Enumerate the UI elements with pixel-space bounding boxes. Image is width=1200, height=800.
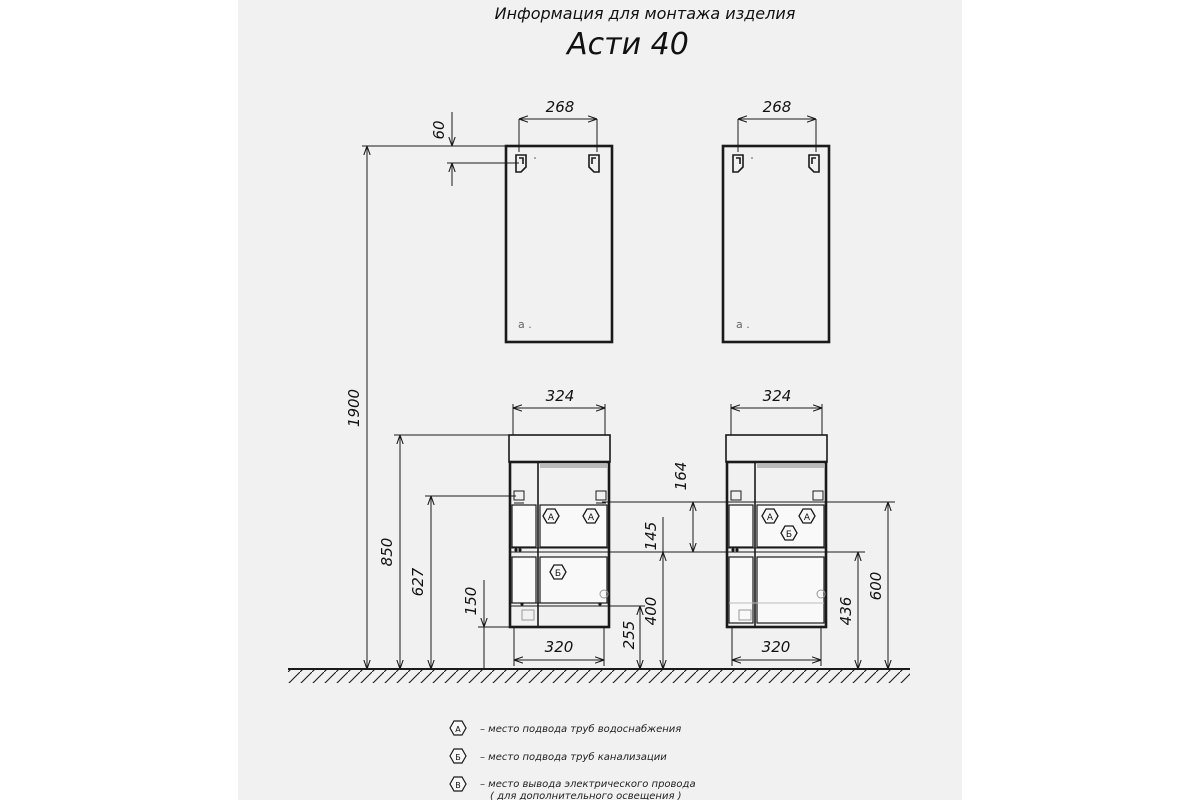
dim-pipe-offset bbox=[642, 517, 663, 552]
dim-324-left: 324 bbox=[545, 387, 575, 405]
marker-sewer-right bbox=[781, 526, 797, 540]
floor-line bbox=[288, 669, 910, 683]
dim-1900: 1900 bbox=[345, 388, 363, 428]
drawing-subtitle: Информация для монтажа изделия bbox=[494, 4, 796, 23]
dim-600: 600 bbox=[867, 571, 885, 601]
dim-drawer-height-left bbox=[409, 496, 516, 669]
legend-item-water bbox=[450, 721, 681, 735]
mirror-cabinet-left bbox=[506, 146, 612, 342]
legend-text-water: – место подвода труб водоснабжения bbox=[480, 724, 682, 735]
dim-mirror-left-width bbox=[519, 98, 597, 152]
legend-text-electric: – место вывода электрического провода bbox=[480, 779, 696, 790]
dim-150: 150 bbox=[462, 586, 480, 616]
dim-145: 145 bbox=[642, 521, 660, 551]
legend-item-sewer bbox=[450, 749, 667, 763]
dim-850: 850 bbox=[378, 537, 396, 567]
dim-bottom-right-width bbox=[732, 627, 821, 666]
marker-water-right-2 bbox=[799, 509, 815, 523]
dim-268-left: 268 bbox=[545, 98, 575, 116]
legend-text-electric-note: ( для дополнительного освещения ) bbox=[490, 791, 682, 800]
svg-text:А: А bbox=[803, 513, 811, 523]
dim-right-inner-height bbox=[837, 552, 858, 669]
dim-324-right: 324 bbox=[762, 387, 792, 405]
dim-320-left: 320 bbox=[544, 638, 574, 656]
dim-268-right: 268 bbox=[762, 98, 792, 116]
dim-sewer-height bbox=[642, 552, 663, 669]
svg-text:a .: a . bbox=[518, 318, 532, 331]
marker-sewer-left bbox=[550, 565, 566, 579]
svg-text:В: В bbox=[455, 781, 461, 790]
marker-water-right-1 bbox=[762, 509, 778, 523]
svg-text:a .: a . bbox=[736, 318, 750, 331]
dim-vanity-height bbox=[378, 435, 509, 669]
mirror-cabinet-right bbox=[723, 146, 829, 342]
dim-shelf-height bbox=[610, 606, 645, 669]
dim-627: 627 bbox=[409, 567, 427, 597]
svg-text:Б: Б bbox=[455, 753, 461, 762]
legend-text-sewer: – место подвода труб канализации bbox=[480, 752, 667, 763]
dim-hook-offset bbox=[362, 112, 519, 186]
marker-water-left-1 bbox=[543, 509, 559, 523]
dim-255: 255 bbox=[620, 620, 638, 650]
vanity-left bbox=[509, 435, 610, 627]
svg-text:А: А bbox=[766, 513, 774, 523]
legend bbox=[450, 721, 696, 800]
dim-60: 60 bbox=[430, 120, 448, 140]
vanity-right bbox=[726, 435, 827, 627]
dim-bottom-left-width bbox=[514, 627, 604, 666]
dim-400: 400 bbox=[642, 596, 660, 626]
dim-164: 164 bbox=[672, 461, 690, 491]
dim-top-left-width bbox=[513, 387, 605, 435]
dim-top-right-width bbox=[731, 387, 822, 435]
dim-total-height bbox=[345, 146, 367, 669]
svg-text:Б: Б bbox=[785, 530, 793, 540]
svg-text:А: А bbox=[547, 513, 555, 523]
dim-436: 436 bbox=[837, 596, 855, 626]
dim-mirror-right-width bbox=[738, 98, 816, 152]
product-title: Асти 40 bbox=[567, 27, 689, 62]
dim-320-right: 320 bbox=[761, 638, 791, 656]
svg-text:Б: Б bbox=[554, 569, 562, 579]
marker-water-left-2 bbox=[583, 509, 599, 523]
svg-text:А: А bbox=[455, 725, 461, 734]
svg-text:А: А bbox=[587, 513, 595, 523]
dim-base-height-left bbox=[462, 580, 510, 669]
dim-right-outer-height bbox=[867, 502, 888, 669]
legend-item-electric bbox=[450, 777, 696, 800]
